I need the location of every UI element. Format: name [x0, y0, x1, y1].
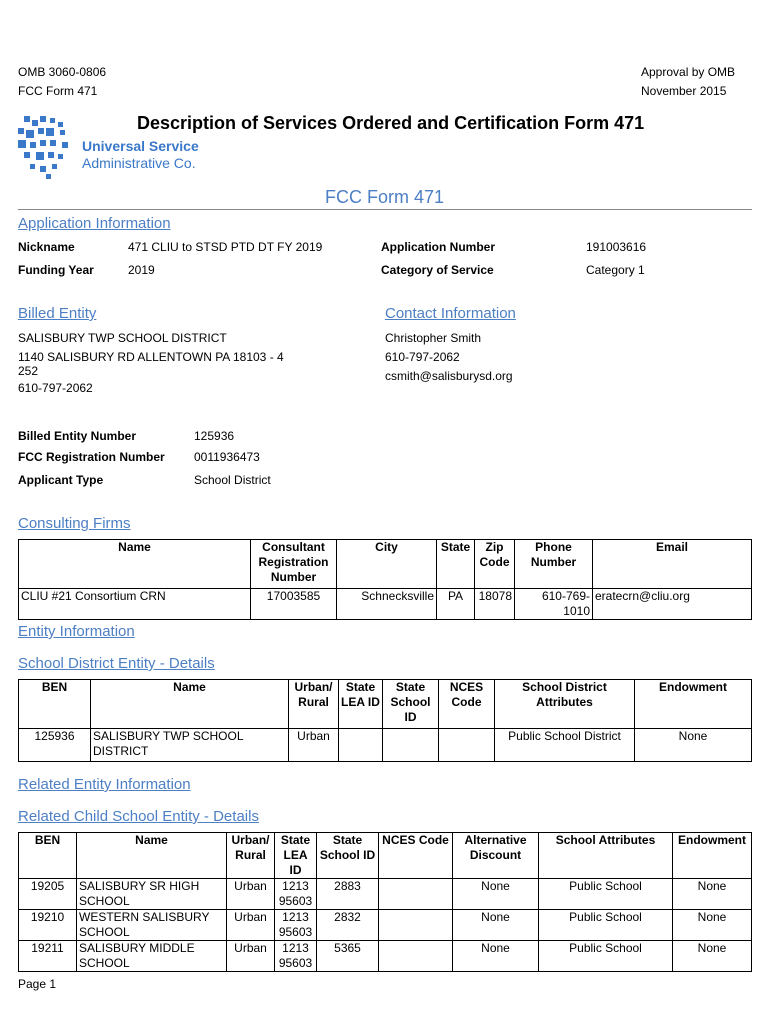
title-divider: [18, 209, 752, 210]
sd-attributes: Public School District: [495, 729, 635, 762]
related-entity-heading: Related Entity Information: [18, 776, 191, 793]
contact-phone: 610-797-2062: [385, 350, 460, 364]
app-number-value: 191003616: [586, 240, 647, 254]
consulting-col-zip: Zip Code: [475, 540, 515, 589]
cs-col-endowment: Endowment: [673, 833, 752, 879]
school-district-table: [18, 679, 752, 762]
funding-year-label: Funding Year: [18, 263, 94, 277]
sd-col-attributes: School District Attributes: [495, 680, 635, 729]
logo-line1: Universal Service: [82, 138, 199, 154]
contact-heading: Contact Information: [385, 305, 516, 322]
nickname-label: Nickname: [18, 240, 75, 254]
sd-col-name: Name: [91, 680, 289, 729]
cs-ben: 19205: [19, 879, 77, 910]
contact-name: Christopher Smith: [385, 331, 482, 345]
billed-phone: 610-797-2062: [18, 381, 93, 395]
consulting-phone: 610-769-1010: [515, 589, 593, 620]
cs-col-nces: NCES Code: [379, 833, 453, 879]
table-row: [19, 589, 752, 620]
cs-attributes: Public School: [539, 910, 673, 941]
cs-endowment: None: [673, 879, 752, 910]
ben-label: Billed Entity Number: [18, 429, 137, 443]
sd-col-urban: Urban/ Rural: [289, 680, 339, 729]
sd-lea: [339, 729, 383, 762]
billed-entity-heading: Billed Entity: [18, 305, 97, 322]
cs-col-ben: BEN: [19, 833, 77, 879]
cs-nces: [379, 941, 453, 972]
sd-col-lea: State LEA ID: [339, 680, 383, 729]
table-row: [19, 910, 752, 941]
consulting-col-state: State: [437, 540, 475, 589]
sd-col-endowment: Endowment: [635, 680, 752, 729]
cs-name: SALISBURY MIDDLE SCHOOL: [77, 941, 227, 972]
child-school-table: [18, 832, 752, 972]
cs-lea: 1213 95603: [275, 910, 317, 941]
cs-col-attributes: School Attributes: [539, 833, 673, 879]
app-number-label: Application Number: [381, 240, 496, 254]
consulting-col-phone: Phone Number: [515, 540, 593, 589]
table-row: [19, 729, 752, 762]
ben-value: 125936: [194, 429, 235, 443]
sd-col-school-id: State School ID: [383, 680, 439, 729]
sd-endowment: None: [635, 729, 752, 762]
consulting-col-name: Name: [19, 540, 251, 589]
page-title: Description of Services Ordered and Certification Form 471: [137, 113, 645, 133]
cs-attributes: Public School: [539, 941, 673, 972]
table-row: [19, 941, 752, 972]
entity-info-heading: Entity Information: [18, 623, 135, 640]
consulting-crn: 17003585: [251, 589, 337, 620]
usac-logo-icon: [16, 114, 78, 182]
billed-address-line2: 252: [18, 364, 39, 378]
cs-ben: 19210: [19, 910, 77, 941]
cs-school-id: 2832: [317, 910, 379, 941]
cs-col-name: Name: [77, 833, 227, 879]
cs-discount: None: [453, 941, 539, 972]
sd-name: SALISBURY TWP SCHOOL DISTRICT: [91, 729, 289, 762]
consulting-city: Schnecksville: [337, 589, 437, 620]
cs-discount: None: [453, 879, 539, 910]
form-id: FCC Form 471: [18, 84, 98, 98]
billed-entity-name: SALISBURY TWP SCHOOL DISTRICT: [18, 331, 227, 345]
consulting-zip: 18078: [475, 589, 515, 620]
sd-school-id: [383, 729, 439, 762]
cs-urban: Urban: [227, 910, 275, 941]
sd-urban: Urban: [289, 729, 339, 762]
applicant-type-value: School District: [194, 473, 271, 487]
cs-attributes: Public School: [539, 879, 673, 910]
billed-address-line1: 1140 SALISBURY RD ALLENTOWN PA 18103 - 4: [18, 350, 284, 364]
cs-nces: [379, 910, 453, 941]
table-row: [19, 879, 752, 910]
sd-ben: 125936: [19, 729, 91, 762]
cs-nces: [379, 879, 453, 910]
cs-urban: Urban: [227, 941, 275, 972]
consulting-firm-name: CLIU #21 Consortium CRN: [19, 589, 251, 620]
consulting-col-email: Email: [593, 540, 752, 589]
category-value: Category 1: [586, 263, 645, 277]
category-label: Category of Service: [381, 263, 494, 277]
cs-name: SALISBURY SR HIGH SCHOOL: [77, 879, 227, 910]
child-school-heading: Related Child School Entity - Details: [18, 808, 259, 825]
funding-year-value: 2019: [128, 263, 155, 277]
cs-lea: 1213 95603: [275, 879, 317, 910]
sd-nces: [439, 729, 495, 762]
application-heading: Application Information: [18, 215, 171, 232]
approval-date: November 2015: [641, 84, 727, 98]
nickname-value: 471 CLIU to STSD PTD DT FY 2019: [128, 240, 323, 254]
cs-endowment: None: [673, 941, 752, 972]
cs-school-id: 5365: [317, 941, 379, 972]
consulting-state: PA: [437, 589, 475, 620]
cs-discount: None: [453, 910, 539, 941]
cs-col-urban: Urban/ Rural: [227, 833, 275, 879]
frn-label: FCC Registration Number: [18, 450, 165, 464]
sd-col-nces: NCES Code: [439, 680, 495, 729]
school-district-heading: School District Entity - Details: [18, 655, 215, 672]
cs-endowment: None: [673, 910, 752, 941]
cs-col-lea: State LEA ID: [275, 833, 317, 879]
contact-email: csmith@salisburysd.org: [385, 369, 513, 383]
frn-value: 0011936473: [194, 450, 260, 464]
consulting-table: [18, 539, 752, 620]
page-number: Page 1: [18, 977, 57, 991]
consulting-col-crn: Consultant Registration Number: [251, 540, 337, 589]
consulting-col-city: City: [337, 540, 437, 589]
consulting-email: eratecrn@cliu.org: [593, 589, 752, 620]
cs-name: WESTERN SALISBURY SCHOOL: [77, 910, 227, 941]
cs-urban: Urban: [227, 879, 275, 910]
consulting-heading: Consulting Firms: [18, 515, 131, 532]
cs-school-id: 2883: [317, 879, 379, 910]
logo-line2: Administrative Co.: [82, 155, 196, 171]
form-title: FCC Form 471: [325, 187, 445, 207]
applicant-type-label: Applicant Type: [18, 473, 104, 487]
sd-col-ben: BEN: [19, 680, 91, 729]
cs-col-discount: Alternative Discount: [453, 833, 539, 879]
cs-ben: 19211: [19, 941, 77, 972]
cs-col-school-id: State School ID: [317, 833, 379, 879]
approval-label: Approval by OMB: [641, 65, 736, 79]
cs-lea: 1213 95603: [275, 941, 317, 972]
omb-number: OMB 3060-0806: [18, 65, 107, 79]
